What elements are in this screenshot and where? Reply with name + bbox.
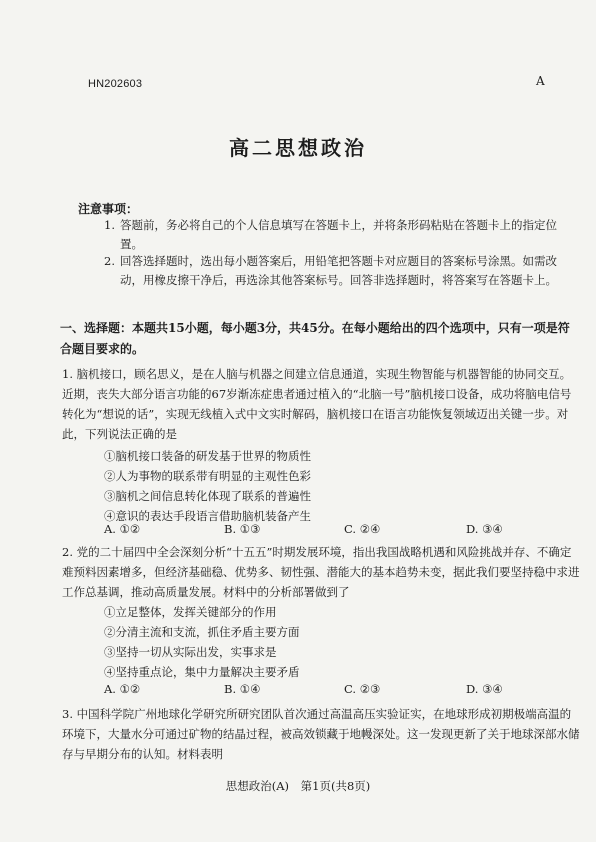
question-1-choices [104, 522, 534, 542]
question-1-option-2: ②人为事物的联系带有明显的主观性色彩 [104, 469, 311, 483]
question-2-option-4: ④坚持重点论，集中力量解决主要矛盾 [104, 665, 300, 679]
notice-item-2 [104, 252, 574, 290]
page-footer [0, 778, 596, 794]
notice-item-number: 2. [104, 254, 115, 268]
choice-d[interactable]: D. ③④ [466, 522, 503, 536]
choice-d[interactable]: D. ③④ [466, 682, 503, 696]
choice-a[interactable]: A. ①② [104, 522, 141, 536]
question-2-choices [104, 682, 534, 702]
notice-item-text: 回答选择题时，选出每小题答案后，用铅笔把答题卡对应题目的答案标号涂黑。如需改动，用橡皮擦干净后，再选涂其他答案标号。回答非选择题时，将答案写在答题卡上。 [120, 254, 557, 287]
question-2-stem: 2. 党的二十届四中全会深刻分析“十五五”时期发展环境，指出我国战略机遇和风险挑战并存、不确定难预料因素增多，但经济基础稳、优势多、韧性强、潜能大的基本趋势未变，据此我们要坚持稳中求进工作总基调，推动高质量发展。材料中的分析部署做到了 [62, 545, 580, 599]
choice-c[interactable]: C. ②③ [344, 682, 381, 696]
question-1-option-1: ①脑机接口装备的研发基于世界的物质性 [104, 449, 311, 463]
choice-a[interactable]: A. ①② [104, 682, 141, 696]
page-title: 高二思想政治 [229, 136, 367, 160]
exam-code: HN202603 [88, 78, 143, 90]
question-2-option-1: ①立足整体，发挥关键部分的作用 [104, 605, 277, 619]
footer-subject: 思想政治(A) [225, 779, 289, 793]
notice-item-text: 答题前，务必将自己的个人信息填写在答题卡上，并将条形码粘贴在答题卡上的指定位置。 [120, 218, 557, 251]
question-1-stem: 1. 脑机接口，顾名思义，是在人脑与机器之间建立信息通道，实现生物智能与机器智能的协同交互。近期，丧失大部分语言功能的67岁渐冻症患者通过植入的“北脑一号”脑机接口设备，成功将脑电信号转化为“想说的话”，实现无线植入式中文实时解码，脑机接口在语言功能恢复领域迈出关键一步。对此，下列说法正确的是 [62, 367, 572, 441]
question-2-option-2: ②分清主流和支流，抓住矛盾主要方面 [104, 625, 300, 639]
choice-b[interactable]: B. ①③ [224, 522, 261, 536]
question-2-option-3: ③坚持一切从实际出发，实事求是 [104, 645, 277, 659]
footer-page-number: 第1页(共8页) [300, 779, 371, 793]
question-1-option-4: ④意识的表达手段语言借助脑机装备产生 [104, 509, 311, 523]
question-1-option-3: ③脑机之间信息转化体现了联系的普遍性 [104, 489, 311, 503]
choice-c[interactable]: C. ②④ [344, 522, 381, 536]
notice-item-1 [104, 216, 574, 254]
paper-version: A [536, 74, 545, 88]
notice-item-number: 1. [104, 218, 115, 232]
notice-heading: 注意事项： [78, 202, 139, 216]
choice-b[interactable]: B. ①④ [224, 682, 261, 696]
question-3-stem: 3. 中国科学院广州地球化学研究所研究团队首次通过高温高压实验证实，在地球形成初期极端高温的环境下，大量水分可通过矿物的结晶过程，被高效锁藏于地幔深处。这一发现更新了关于地球深部水储存与早期分布的认知。材料表明 [62, 707, 580, 761]
section-heading: 一、选择题：本题共15小题，每小题3分，共45分。在每小题给出的四个选项中，只有一项是符合题目要求的。 [60, 321, 570, 356]
